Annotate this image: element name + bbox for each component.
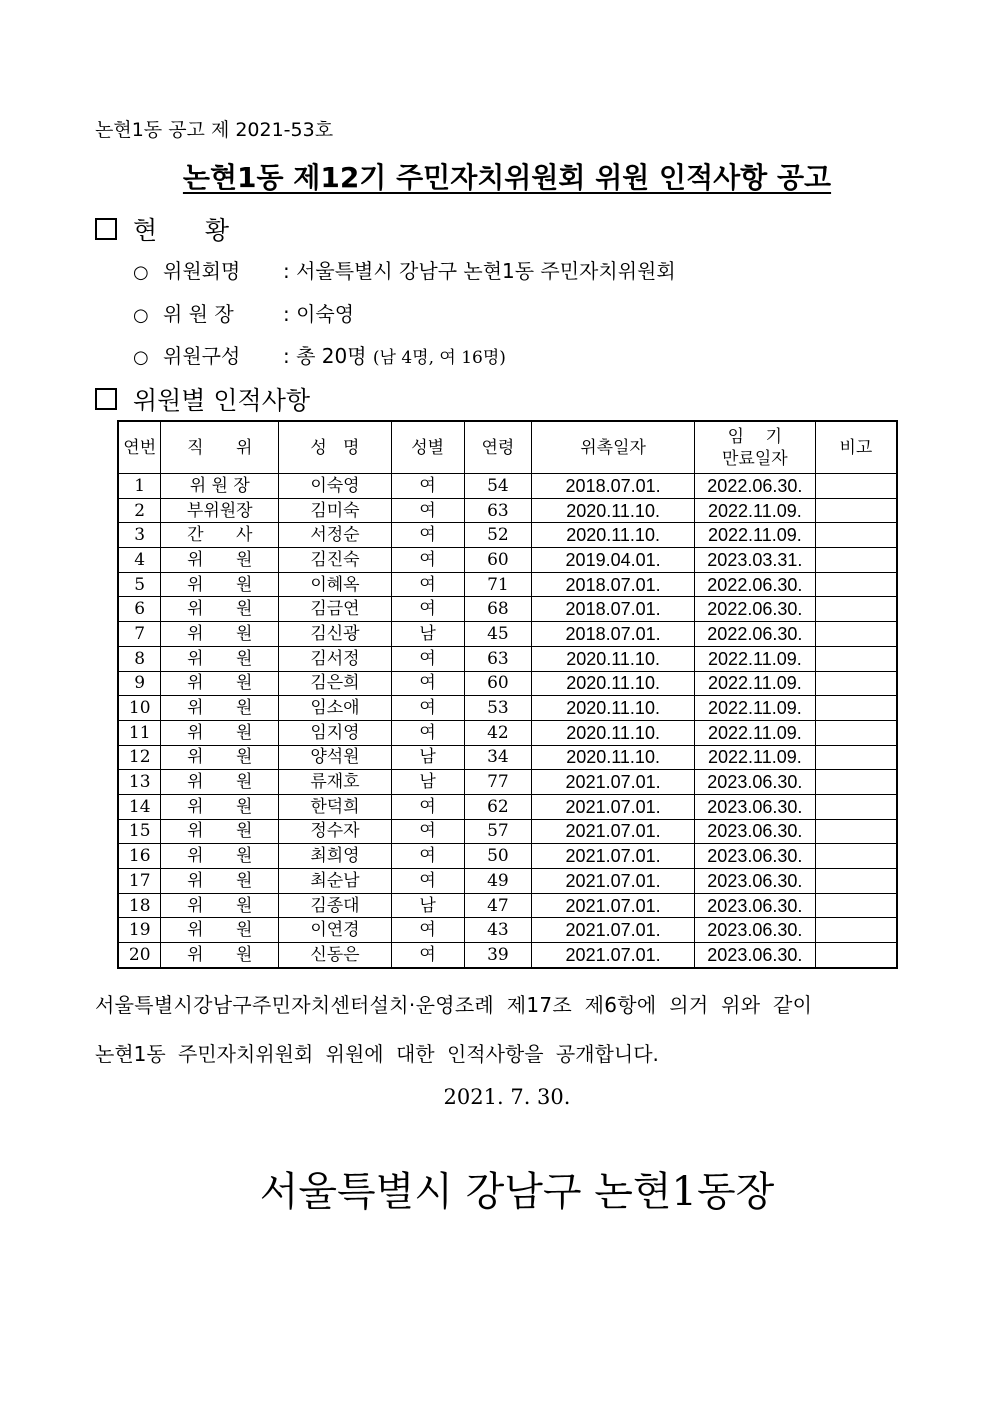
cell-age: 71 <box>464 572 532 597</box>
cell-gender: 여 <box>391 720 464 745</box>
cell-expires: 2023.06.30. <box>694 770 815 795</box>
cell-name: 최순남 <box>279 869 392 894</box>
cell-note <box>815 671 897 696</box>
table-row <box>118 794 897 819</box>
cell-age: 54 <box>464 474 532 499</box>
cell-expires: 2022.11.09. <box>694 523 815 548</box>
cell-note <box>815 474 897 499</box>
table-row <box>118 893 897 918</box>
header-term-bottom: 만료일자 <box>722 448 788 469</box>
cell-position: 위 원 <box>161 597 279 622</box>
cell-name: 서정순 <box>279 523 392 548</box>
info-value: : 총 20명 <box>283 344 373 368</box>
cell-appointed: 2020.11.10. <box>532 671 695 696</box>
cell-name: 임소애 <box>279 696 392 721</box>
header-age: 연령 <box>464 421 532 474</box>
cell-expires: 2022.06.30. <box>694 474 815 499</box>
cell-name: 신동은 <box>279 943 392 968</box>
info-label: 위 원 장 <box>163 302 234 326</box>
cell-age: 62 <box>464 794 532 819</box>
cell-age: 77 <box>464 770 532 795</box>
cell-name: 이혜옥 <box>279 572 392 597</box>
cell-name: 류재호 <box>279 770 392 795</box>
cell-note <box>815 745 897 770</box>
cell-age: 63 <box>464 498 532 523</box>
cell-gender: 남 <box>391 893 464 918</box>
cell-age: 42 <box>464 720 532 745</box>
table-row <box>118 671 897 696</box>
header-note: 비고 <box>815 421 897 474</box>
cell-name: 한덕희 <box>279 794 392 819</box>
body-text-line-1: 서울특별시강남구주민자치센터설치·운영조례 제17조 제6항에 의거 위와 같이 <box>95 993 813 1017</box>
cell-position: 위 원 <box>161 720 279 745</box>
cell-gender: 여 <box>391 918 464 943</box>
cell-appointed: 2020.11.10. <box>532 696 695 721</box>
cell-age: 45 <box>464 622 532 647</box>
cell-position: 위 원 <box>161 794 279 819</box>
cell-appointed: 2020.11.10. <box>532 720 695 745</box>
cell-no: 19 <box>118 918 161 943</box>
cell-gender: 여 <box>391 597 464 622</box>
cell-appointed: 2021.07.01. <box>532 918 695 943</box>
cell-age: 39 <box>464 943 532 968</box>
cell-no: 7 <box>118 622 161 647</box>
cell-appointed: 2021.07.01. <box>532 869 695 894</box>
cell-gender: 남 <box>391 622 464 647</box>
cell-appointed: 2021.07.01. <box>532 893 695 918</box>
info-value-wrap <box>283 340 506 369</box>
cell-no: 12 <box>118 745 161 770</box>
cell-no: 10 <box>118 696 161 721</box>
document-title-text: 논현1동 제12기 주민자치위원회 위원 인적사항 공고 <box>182 161 832 194</box>
cell-appointed: 2020.11.10. <box>532 523 695 548</box>
cell-appointed: 2018.07.01. <box>532 622 695 647</box>
cell-appointed: 2020.11.10. <box>532 745 695 770</box>
cell-no: 5 <box>118 572 161 597</box>
cell-position: 위 원 <box>161 918 279 943</box>
cell-age: 47 <box>464 893 532 918</box>
cell-age: 53 <box>464 696 532 721</box>
cell-no: 18 <box>118 893 161 918</box>
cell-name: 김은희 <box>279 671 392 696</box>
cell-position: 위 원 <box>161 548 279 573</box>
cell-name: 김진숙 <box>279 548 392 573</box>
cell-expires: 2023.06.30. <box>694 869 815 894</box>
cell-name: 양석원 <box>279 745 392 770</box>
checkbox-square-icon <box>95 218 117 240</box>
cell-no: 13 <box>118 770 161 795</box>
header-term <box>694 421 815 474</box>
section-status-title: 현 황 <box>133 216 229 245</box>
cell-note <box>815 893 897 918</box>
cell-expires: 2023.06.30. <box>694 844 815 869</box>
cell-note <box>815 646 897 671</box>
members-table-body <box>118 474 897 968</box>
cell-gender: 여 <box>391 869 464 894</box>
cell-expires: 2022.11.09. <box>694 720 815 745</box>
cell-position: 위 원 <box>161 819 279 844</box>
cell-gender: 여 <box>391 498 464 523</box>
cell-gender: 여 <box>391 819 464 844</box>
cell-expires: 2022.11.09. <box>694 671 815 696</box>
cell-no: 9 <box>118 671 161 696</box>
cell-expires: 2023.06.30. <box>694 943 815 968</box>
cell-expires: 2022.11.09. <box>694 696 815 721</box>
info-row-chair <box>133 298 354 327</box>
info-label: 위원구성 <box>163 344 241 368</box>
info-value: : 서울특별시 강남구 논현1동 주민자치위원회 <box>283 259 676 283</box>
table-row <box>118 622 897 647</box>
section-members-heading <box>95 381 310 417</box>
table-row <box>118 918 897 943</box>
cell-age: 34 <box>464 745 532 770</box>
cell-expires: 2023.06.30. <box>694 918 815 943</box>
cell-position: 위 원 <box>161 844 279 869</box>
cell-gender: 여 <box>391 548 464 573</box>
cell-note <box>815 523 897 548</box>
cell-gender: 여 <box>391 572 464 597</box>
cell-position: 위 원 <box>161 770 279 795</box>
cell-expires: 2023.06.30. <box>694 819 815 844</box>
cell-expires: 2022.11.09. <box>694 498 815 523</box>
body-text-line-2: 논현1동 주민자치위원회 위원에 대한 인적사항을 공개합니다. <box>95 1042 659 1066</box>
header-position: 직 위 <box>161 421 279 474</box>
members-table <box>117 420 898 969</box>
cell-appointed: 2019.04.01. <box>532 548 695 573</box>
cell-no: 17 <box>118 869 161 894</box>
table-row <box>118 943 897 968</box>
cell-note <box>815 548 897 573</box>
cell-age: 52 <box>464 523 532 548</box>
cell-appointed: 2020.11.10. <box>532 498 695 523</box>
cell-no: 11 <box>118 720 161 745</box>
cell-no: 15 <box>118 819 161 844</box>
cell-age: 60 <box>464 671 532 696</box>
cell-note <box>815 918 897 943</box>
table-row <box>118 548 897 573</box>
table-row <box>118 745 897 770</box>
cell-age: 50 <box>464 844 532 869</box>
cell-no: 4 <box>118 548 161 573</box>
cell-note <box>815 622 897 647</box>
cell-appointed: 2021.07.01. <box>532 943 695 968</box>
cell-appointed: 2018.07.01. <box>532 597 695 622</box>
header-term-top: 임 기 <box>727 426 783 447</box>
cell-name: 이연경 <box>279 918 392 943</box>
cell-age: 60 <box>464 548 532 573</box>
checkbox-square-icon <box>95 388 117 410</box>
cell-name: 이숙영 <box>279 474 392 499</box>
header-appointed: 위촉일자 <box>532 421 695 474</box>
table-row <box>118 770 897 795</box>
cell-position: 위 원 <box>161 572 279 597</box>
cell-no: 1 <box>118 474 161 499</box>
info-value-detail: (남 4명, 여 16명) <box>372 348 506 368</box>
document-title <box>0 156 992 196</box>
table-row <box>118 572 897 597</box>
cell-note <box>815 770 897 795</box>
cell-age: 49 <box>464 869 532 894</box>
cell-no: 2 <box>118 498 161 523</box>
cell-note <box>815 696 897 721</box>
cell-expires: 2023.03.31. <box>694 548 815 573</box>
circle-bullet-icon: ○ <box>133 262 149 283</box>
table-row <box>118 597 897 622</box>
cell-gender: 남 <box>391 770 464 795</box>
cell-note <box>815 720 897 745</box>
cell-gender: 여 <box>391 844 464 869</box>
cell-expires: 2022.06.30. <box>694 597 815 622</box>
cell-position: 위 원 장 <box>161 474 279 499</box>
cell-position: 위 원 <box>161 869 279 894</box>
cell-note <box>815 597 897 622</box>
cell-no: 8 <box>118 646 161 671</box>
table-row <box>118 869 897 894</box>
circle-bullet-icon: ○ <box>133 347 149 368</box>
table-row <box>118 844 897 869</box>
info-row-composition <box>133 340 506 369</box>
cell-gender: 여 <box>391 671 464 696</box>
cell-note <box>815 943 897 968</box>
cell-position: 간 사 <box>161 523 279 548</box>
cell-position: 위 원 <box>161 943 279 968</box>
cell-age: 68 <box>464 597 532 622</box>
table-row <box>118 696 897 721</box>
cell-expires: 2023.06.30. <box>694 794 815 819</box>
cell-gender: 여 <box>391 696 464 721</box>
cell-name: 김금연 <box>279 597 392 622</box>
cell-expires: 2022.11.09. <box>694 646 815 671</box>
cell-gender: 여 <box>391 794 464 819</box>
cell-expires: 2023.06.30. <box>694 893 815 918</box>
cell-age: 63 <box>464 646 532 671</box>
cell-name: 정수자 <box>279 819 392 844</box>
info-row-committee <box>133 255 676 284</box>
cell-no: 20 <box>118 943 161 968</box>
cell-position: 위 원 <box>161 671 279 696</box>
cell-gender: 여 <box>391 646 464 671</box>
cell-name: 임지영 <box>279 720 392 745</box>
table-row <box>118 646 897 671</box>
cell-name: 김미숙 <box>279 498 392 523</box>
header-name: 성 명 <box>279 421 392 474</box>
cell-gender: 여 <box>391 523 464 548</box>
cell-note <box>815 869 897 894</box>
cell-appointed: 2021.07.01. <box>532 819 695 844</box>
cell-name: 최희영 <box>279 844 392 869</box>
table-row <box>118 523 897 548</box>
table-row <box>118 474 897 499</box>
info-label: 위원회명 <box>163 259 241 283</box>
cell-appointed: 2018.07.01. <box>532 572 695 597</box>
cell-position: 부위원장 <box>161 498 279 523</box>
table-row <box>118 498 897 523</box>
cell-name: 김신광 <box>279 622 392 647</box>
cell-position: 위 원 <box>161 745 279 770</box>
notice-number: 논현1동 공고 제 2021-53호 <box>95 119 334 141</box>
cell-gender: 여 <box>391 943 464 968</box>
circle-bullet-icon: ○ <box>133 305 149 326</box>
cell-appointed: 2018.07.01. <box>532 474 695 499</box>
header-no: 연번 <box>118 421 161 474</box>
cell-position: 위 원 <box>161 622 279 647</box>
cell-expires: 2022.11.09. <box>694 745 815 770</box>
cell-no: 16 <box>118 844 161 869</box>
cell-note <box>815 819 897 844</box>
cell-note <box>815 498 897 523</box>
cell-appointed: 2020.11.10. <box>532 646 695 671</box>
header-gender: 성별 <box>391 421 464 474</box>
cell-age: 57 <box>464 819 532 844</box>
cell-expires: 2022.06.30. <box>694 622 815 647</box>
cell-position: 위 원 <box>161 893 279 918</box>
table-row <box>118 819 897 844</box>
cell-appointed: 2021.07.01. <box>532 794 695 819</box>
cell-name: 김종대 <box>279 893 392 918</box>
cell-gender: 여 <box>391 474 464 499</box>
issuer-name: 서울특별시 강남구 논현1동장 <box>259 1169 775 1215</box>
cell-note <box>815 794 897 819</box>
cell-appointed: 2021.07.01. <box>532 844 695 869</box>
table-header-row <box>118 421 897 474</box>
cell-expires: 2022.06.30. <box>694 572 815 597</box>
cell-gender: 남 <box>391 745 464 770</box>
cell-position: 위 원 <box>161 646 279 671</box>
section-members-title: 위원별 인적사항 <box>133 386 310 415</box>
info-value: : 이숙영 <box>283 302 355 326</box>
cell-note <box>815 844 897 869</box>
document-date: 2021. 7. 30. <box>443 1085 571 1109</box>
cell-note <box>815 572 897 597</box>
cell-no: 14 <box>118 794 161 819</box>
section-status-heading <box>95 211 229 247</box>
cell-appointed: 2021.07.01. <box>532 770 695 795</box>
cell-position: 위 원 <box>161 696 279 721</box>
cell-age: 43 <box>464 918 532 943</box>
cell-name: 김서정 <box>279 646 392 671</box>
table-row <box>118 720 897 745</box>
cell-no: 6 <box>118 597 161 622</box>
cell-no: 3 <box>118 523 161 548</box>
